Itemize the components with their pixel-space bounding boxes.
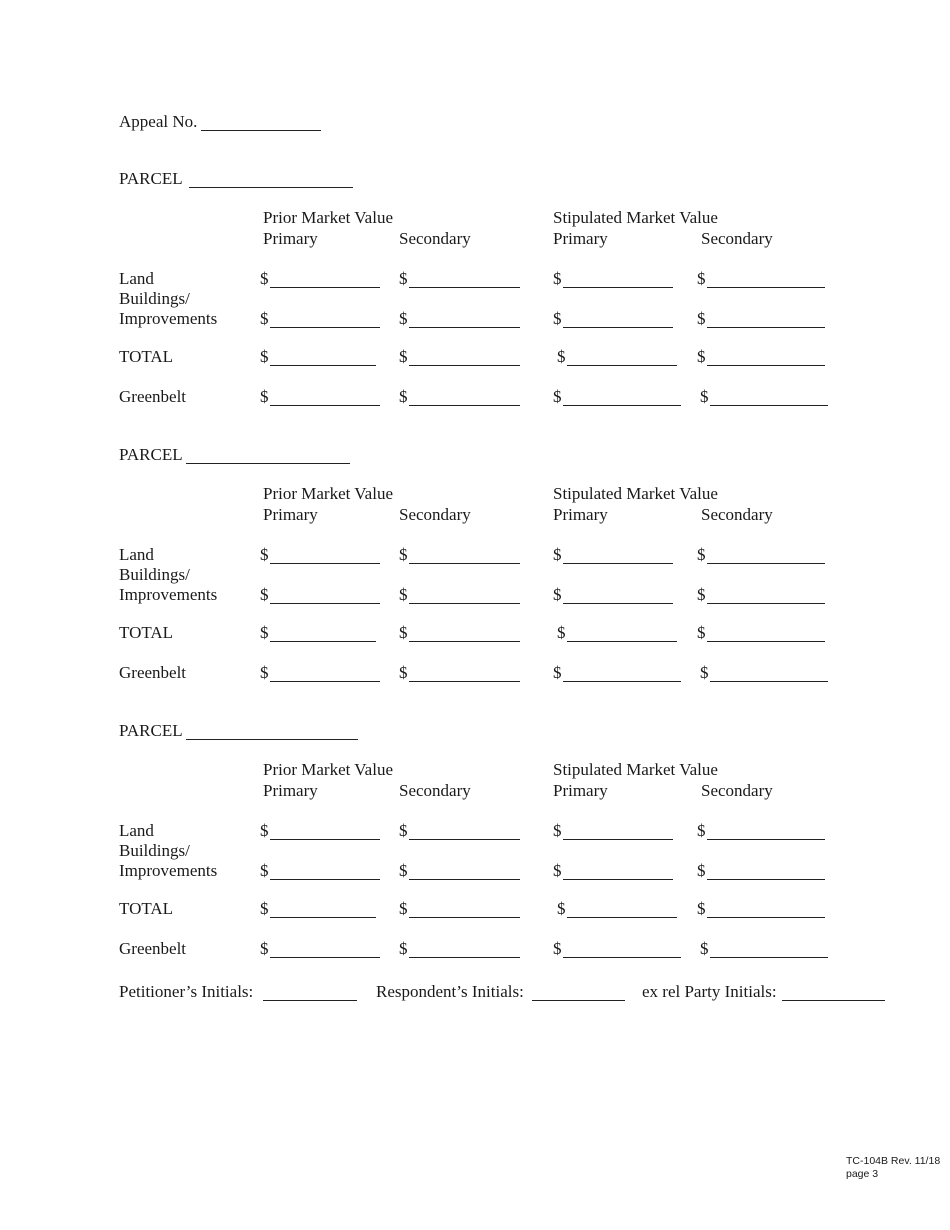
form-id: TC-104B Rev. 11/18 [846,1155,941,1167]
land-prior-primary-field[interactable] [270,563,380,564]
prior-primary-header: Primary [263,505,318,524]
dollar-sign: $ [553,269,562,288]
land-stipulated-primary-field[interactable] [563,563,673,564]
dollar-sign: $ [399,545,408,564]
prior-market-value-header: Prior Market Value [263,484,393,503]
land-stipulated-primary-field[interactable] [563,287,673,288]
dollar-sign: $ [260,939,269,958]
total-prior-secondary-field[interactable] [409,917,520,918]
stipulated-secondary-header: Secondary [701,781,773,800]
appeal-number-label: Appeal No. [119,112,198,131]
exrel-initials-label: ex rel Party Initials: [642,982,777,1001]
total-stipulated-secondary-field[interactable] [707,917,825,918]
dollar-sign: $ [399,585,408,604]
dollar-sign: $ [697,899,706,918]
stipulated-market-value-header: Stipulated Market Value [553,208,718,227]
buildings-stipulated-primary-field[interactable] [563,879,673,880]
stipulated-market-value-header: Stipulated Market Value [553,760,718,779]
stipulated-primary-header: Primary [553,505,608,524]
buildings-stipulated-secondary-field[interactable] [707,879,825,880]
greenbelt-stipulated-secondary-field[interactable] [710,681,828,682]
dollar-sign: $ [557,899,566,918]
row-label-greenbelt: Greenbelt [119,939,187,958]
total-stipulated-primary-field[interactable] [567,641,677,642]
row-label-total: TOTAL [119,347,174,366]
dollar-sign: $ [260,663,269,682]
row-label-total: TOTAL [119,623,174,642]
row-label-improvements: Improvements [119,861,218,880]
dollar-sign: $ [399,899,408,918]
buildings-prior-primary-field[interactable] [270,327,380,328]
parcel-label: PARCEL [119,169,183,188]
dollar-sign: $ [697,269,706,288]
petitioner-initials-field[interactable] [263,1000,357,1001]
dollar-sign: $ [553,309,562,328]
dollar-sign: $ [399,821,408,840]
dollar-sign: $ [697,545,706,564]
parcel-number-field[interactable] [186,463,350,464]
buildings-stipulated-primary-field[interactable] [563,603,673,604]
dollar-sign: $ [553,545,562,564]
buildings-prior-primary-field[interactable] [270,879,380,880]
prior-market-value-header: Prior Market Value [263,760,393,779]
prior-secondary-header: Secondary [399,781,471,800]
exrel-initials-field[interactable] [782,1000,885,1001]
dollar-sign: $ [697,347,706,366]
total-stipulated-primary-field[interactable] [567,917,677,918]
row-label-improvements: Improvements [119,585,218,604]
dollar-sign: $ [260,545,269,564]
dollar-sign: $ [260,387,269,406]
dollar-sign: $ [697,861,706,880]
buildings-prior-secondary-field[interactable] [409,879,520,880]
dollar-sign: $ [553,663,562,682]
dollar-sign: $ [697,585,706,604]
land-stipulated-primary-field[interactable] [563,839,673,840]
dollar-sign: $ [260,585,269,604]
prior-primary-header: Primary [263,229,318,248]
dollar-sign: $ [553,821,562,840]
greenbelt-stipulated-primary-field[interactable] [563,681,681,682]
dollar-sign: $ [557,623,566,642]
greenbelt-stipulated-primary-field[interactable] [563,405,681,406]
stipulated-primary-header: Primary [553,781,608,800]
parcel-label: PARCEL [119,445,183,464]
land-prior-secondary-field[interactable] [409,839,520,840]
stipulated-secondary-header: Secondary [701,229,773,248]
total-prior-primary-field[interactable] [270,365,376,366]
page-number: page 3 [846,1168,879,1180]
dollar-sign: $ [260,347,269,366]
dollar-sign: $ [553,939,562,958]
dollar-sign: $ [399,347,408,366]
greenbelt-stipulated-secondary-field[interactable] [710,957,828,958]
total-stipulated-secondary-field[interactable] [707,641,825,642]
dollar-sign: $ [399,387,408,406]
stipulated-market-value-header: Stipulated Market Value [553,484,718,503]
dollar-sign: $ [700,387,709,406]
land-stipulated-secondary-field[interactable] [707,839,825,840]
row-label-improvements: Improvements [119,309,218,328]
respondent-initials-field[interactable] [532,1000,625,1001]
dollar-sign: $ [399,309,408,328]
row-label-greenbelt: Greenbelt [119,387,187,406]
dollar-sign: $ [697,309,706,328]
dollar-sign: $ [553,861,562,880]
greenbelt-stipulated-secondary-field[interactable] [710,405,828,406]
parcel-label: PARCEL [119,721,183,740]
dollar-sign: $ [399,663,408,682]
respondent-initials-label: Respondent’s Initials: [376,982,524,1001]
dollar-sign: $ [557,347,566,366]
dollar-sign: $ [399,861,408,880]
prior-primary-header: Primary [263,781,318,800]
greenbelt-prior-secondary-field[interactable] [409,957,520,958]
greenbelt-prior-primary-field[interactable] [270,405,380,406]
dollar-sign: $ [260,861,269,880]
dollar-sign: $ [260,309,269,328]
dollar-sign: $ [697,821,706,840]
prior-secondary-header: Secondary [399,229,471,248]
prior-secondary-header: Secondary [399,505,471,524]
greenbelt-prior-secondary-field[interactable] [409,681,520,682]
dollar-sign: $ [697,623,706,642]
greenbelt-prior-primary-field[interactable] [270,681,380,682]
row-label-buildings: Buildings/ [119,841,190,860]
dollar-sign: $ [700,939,709,958]
petitioner-initials-label: Petitioner’s Initials: [119,982,254,1001]
total-prior-primary-field[interactable] [270,917,376,918]
dollar-sign: $ [260,269,269,288]
row-label-land: Land [119,821,154,840]
dollar-sign: $ [553,387,562,406]
total-stipulated-primary-field[interactable] [567,365,677,366]
total-prior-secondary-field[interactable] [409,365,520,366]
greenbelt-stipulated-primary-field[interactable] [563,957,681,958]
buildings-stipulated-primary-field[interactable] [563,327,673,328]
buildings-prior-secondary-field[interactable] [409,327,520,328]
dollar-sign: $ [399,623,408,642]
land-prior-secondary-field[interactable] [409,563,520,564]
appeal-number-field[interactable] [201,130,321,131]
total-stipulated-secondary-field[interactable] [707,365,825,366]
dollar-sign: $ [399,269,408,288]
total-prior-secondary-field[interactable] [409,641,520,642]
row-label-land: Land [119,545,154,564]
stipulated-primary-header: Primary [553,229,608,248]
buildings-prior-secondary-field[interactable] [409,603,520,604]
land-prior-primary-field[interactable] [270,839,380,840]
buildings-stipulated-secondary-field[interactable] [707,327,825,328]
buildings-stipulated-secondary-field[interactable] [707,603,825,604]
land-stipulated-secondary-field[interactable] [707,563,825,564]
dollar-sign: $ [700,663,709,682]
dollar-sign: $ [399,939,408,958]
stipulated-secondary-header: Secondary [701,505,773,524]
dollar-sign: $ [553,585,562,604]
dollar-sign: $ [260,821,269,840]
land-prior-primary-field[interactable] [270,287,380,288]
buildings-prior-primary-field[interactable] [270,603,380,604]
prior-market-value-header: Prior Market Value [263,208,393,227]
land-prior-secondary-field[interactable] [409,287,520,288]
parcel-number-field[interactable] [189,187,353,188]
dollar-sign: $ [260,623,269,642]
row-label-buildings: Buildings/ [119,565,190,584]
row-label-greenbelt: Greenbelt [119,663,187,682]
land-stipulated-secondary-field[interactable] [707,287,825,288]
dollar-sign: $ [260,899,269,918]
parcel-number-field[interactable] [186,739,358,740]
greenbelt-prior-primary-field[interactable] [270,957,380,958]
row-label-buildings: Buildings/ [119,289,190,308]
greenbelt-prior-secondary-field[interactable] [409,405,520,406]
row-label-land: Land [119,269,154,288]
total-prior-primary-field[interactable] [270,641,376,642]
row-label-total: TOTAL [119,899,174,918]
